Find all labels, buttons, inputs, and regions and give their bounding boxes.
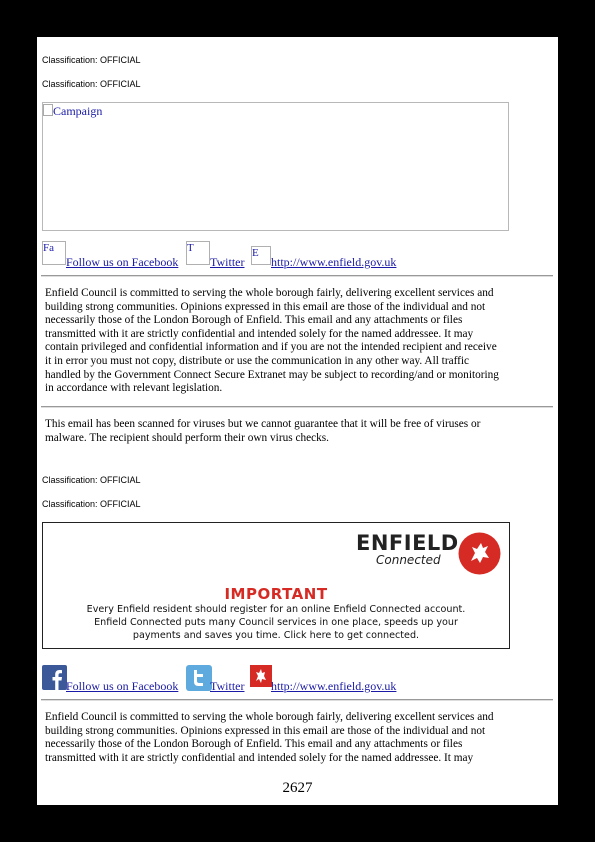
banner-line: payments and saves you time. Click here to get connected. xyxy=(132,630,420,641)
campaign-image[interactable] xyxy=(42,102,509,231)
website-alt-text: E xyxy=(252,247,259,259)
classification-label: Classification: OFFICIAL xyxy=(42,475,141,485)
virus-notice xyxy=(45,418,550,445)
divider xyxy=(41,406,553,408)
banner-line: Every Enfield resident should register for an online Enfield Connected account. xyxy=(86,604,466,615)
twitter-icon[interactable] xyxy=(186,241,210,265)
facebook-icon[interactable] xyxy=(42,241,66,265)
disclaimer-line: Enfield Council is committed to serving the whole borough fairly, delivering excellent services and xyxy=(45,711,494,723)
document-page xyxy=(37,37,558,805)
campaign-alt-text: Campaign xyxy=(53,104,103,118)
disclaimer-line: handled by the Government Connect Secure Extranet may be subject to recording/and or monitoring xyxy=(45,368,499,381)
banner-brand: ENFIELD xyxy=(356,531,459,555)
banner-line: Enfield Connected puts many Council services in one place, speeds up your xyxy=(94,617,458,628)
website-link[interactable]: http://www.enfield.gov.uk xyxy=(271,255,397,269)
social-links-row xyxy=(42,665,552,695)
divider xyxy=(41,275,553,277)
disclaimer-text xyxy=(45,287,550,396)
facebook-alt-text: Fa xyxy=(43,242,54,254)
classification-label: Classification: OFFICIAL xyxy=(42,79,141,89)
disclaimer-line: transmitted with it are strictly confidential and intended solely for the named addressee. It may xyxy=(45,751,474,764)
disclaimer-line: contain privileged and confidential information and if you are not the intended recipient and receive xyxy=(45,341,497,354)
divider xyxy=(41,699,553,701)
website-link[interactable]: http://www.enfield.gov.uk xyxy=(271,679,397,693)
facebook-link[interactable]: Follow us on Facebook xyxy=(66,679,179,693)
facebook-icon[interactable] xyxy=(42,665,67,690)
disclaimer-line: transmitted with it are strictly confidential and intended solely for the named addressee. It may xyxy=(45,327,474,340)
classification-label: Classification: OFFICIAL xyxy=(42,55,141,65)
twitter-link[interactable]: Twitter xyxy=(210,679,245,693)
banner-brand-sub: Connected xyxy=(376,553,441,567)
social-links-row xyxy=(42,241,552,271)
disclaimer-line: Enfield Council is committed to serving the whole borough fairly, delivering excellent services and xyxy=(45,287,494,299)
disclaimer-line: it in error you must not copy, distribute or use the communication in any other way. All traffic xyxy=(45,354,470,367)
virus-notice-line: malware. The recipient should perform their own virus checks. xyxy=(45,431,330,444)
disclaimer-text xyxy=(45,711,550,765)
disclaimer-line: necessarily those of the London Borough of Enfield. This email and any attachments or files xyxy=(45,738,463,751)
disclaimer-line: in accordance with relevant legislation. xyxy=(45,382,223,395)
twitter-icon[interactable] xyxy=(186,665,212,691)
page-number: 2627 xyxy=(282,780,313,796)
disclaimer-line: building strong communities. Opinions expressed in this email are those of the individual and not xyxy=(45,724,486,737)
twitter-link[interactable]: Twitter xyxy=(210,255,245,269)
virus-notice-line: This email has been scanned for viruses but we cannot guarantee that it will be free of viruses or xyxy=(45,418,481,430)
enfield-logo-icon xyxy=(457,531,502,576)
classification-label: Classification: OFFICIAL xyxy=(42,499,141,509)
banner-important: IMPORTANT xyxy=(224,585,328,603)
disclaimer-line: building strong communities. Opinions expressed in this email are those of the individual and not xyxy=(45,300,486,313)
facebook-link[interactable]: Follow us on Facebook xyxy=(66,255,179,269)
twitter-alt-text: T xyxy=(187,242,194,254)
website-icon[interactable] xyxy=(251,246,271,265)
enfield-connected-banner[interactable] xyxy=(42,522,510,649)
disclaimer-line: necessarily those of the London Borough of Enfield. This email and any attachments or files xyxy=(45,314,463,327)
enfield-website-icon[interactable] xyxy=(250,665,272,687)
broken-image-icon xyxy=(43,104,53,116)
